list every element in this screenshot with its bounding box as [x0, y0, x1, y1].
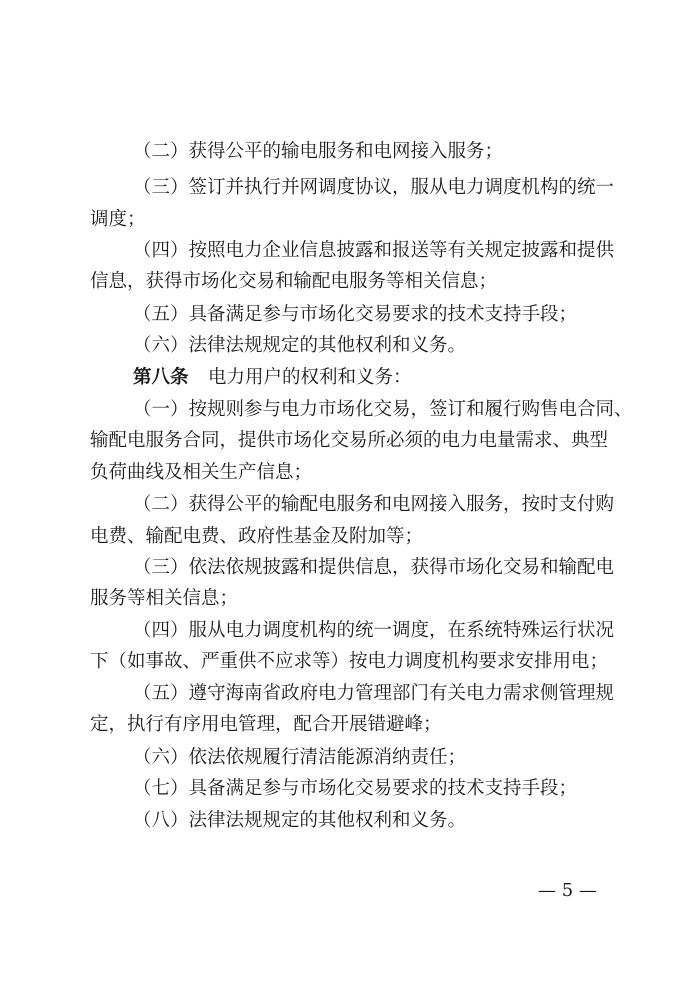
article8-item-4-line-1: （四）服从电力调度机构的统一调度，在系统特殊运行状况	[133, 620, 615, 641]
article8-item-3-line-1: （三）依法依规披露和提供信息，获得市场化交易和输配电	[133, 557, 615, 578]
article7-item-4-line-1: （四）按照电力企业信息披露和报送等有关规定披露和提供	[133, 240, 615, 261]
article8-item-8-line-1: （八）法律法规规定的其他权利和义务。	[133, 810, 467, 831]
article7-item-4-line-2: 信息，获得市场化交易和输配电服务等相关信息；	[90, 271, 498, 292]
article8-item-2-line-1: （二）获得公平的输配电服务和电网接入服务，按时支付购	[133, 494, 615, 515]
article7-item-6-line-1: （六）法律法规规定的其他权利和义务。	[133, 335, 467, 356]
article7-item-3-line-2: 调度；	[90, 209, 146, 230]
article8-item-5-line-1: （五）遵守海南省政府电力管理部门有关电力需求侧管理规	[133, 683, 615, 704]
article8-item-1-line-2: 输配电服务合同，提供市场化交易所必须的电力电量需求、典型	[90, 430, 609, 451]
article8-item-5-line-2: 定，执行有序用电管理，配合开展错避峰；	[90, 714, 442, 735]
article8-title: 电力用户的权利和义务：	[208, 367, 412, 388]
article7-item-5-line-1: （五）具备满足参与市场化交易要求的技术支持手段；	[133, 304, 578, 325]
article7-item-3-line-1: （三）签订并执行并网调度协议，服从电力调度机构的统一	[133, 177, 615, 198]
article8-item-3-line-2: 服务等相关信息；	[90, 588, 239, 609]
article8-label: 第八条	[133, 367, 189, 388]
article8-item-4-line-2: 下（如事故、严重供不应求等）按电力调度机构要求安排用电；	[90, 651, 609, 672]
article8-item-6-line-1: （六）依法依规履行清洁能源消纳责任；	[133, 747, 467, 768]
article8-item-7-line-1: （七）具备满足参与市场化交易要求的技术支持手段；	[133, 778, 578, 799]
article8-item-1-line-3: 负荷曲线及相关生产信息；	[90, 462, 313, 483]
article7-item-2-line-1: （二）获得公平的输电服务和电网接入服务；	[133, 141, 504, 162]
article8-item-1-line-1: （一）按规则参与电力市场化交易，签订和履行购售电合同、	[133, 399, 633, 420]
page-number: — 5 —	[538, 880, 597, 901]
article8-item-2-line-2: 电费、输配电费、政府性基金及附加等；	[90, 526, 424, 547]
